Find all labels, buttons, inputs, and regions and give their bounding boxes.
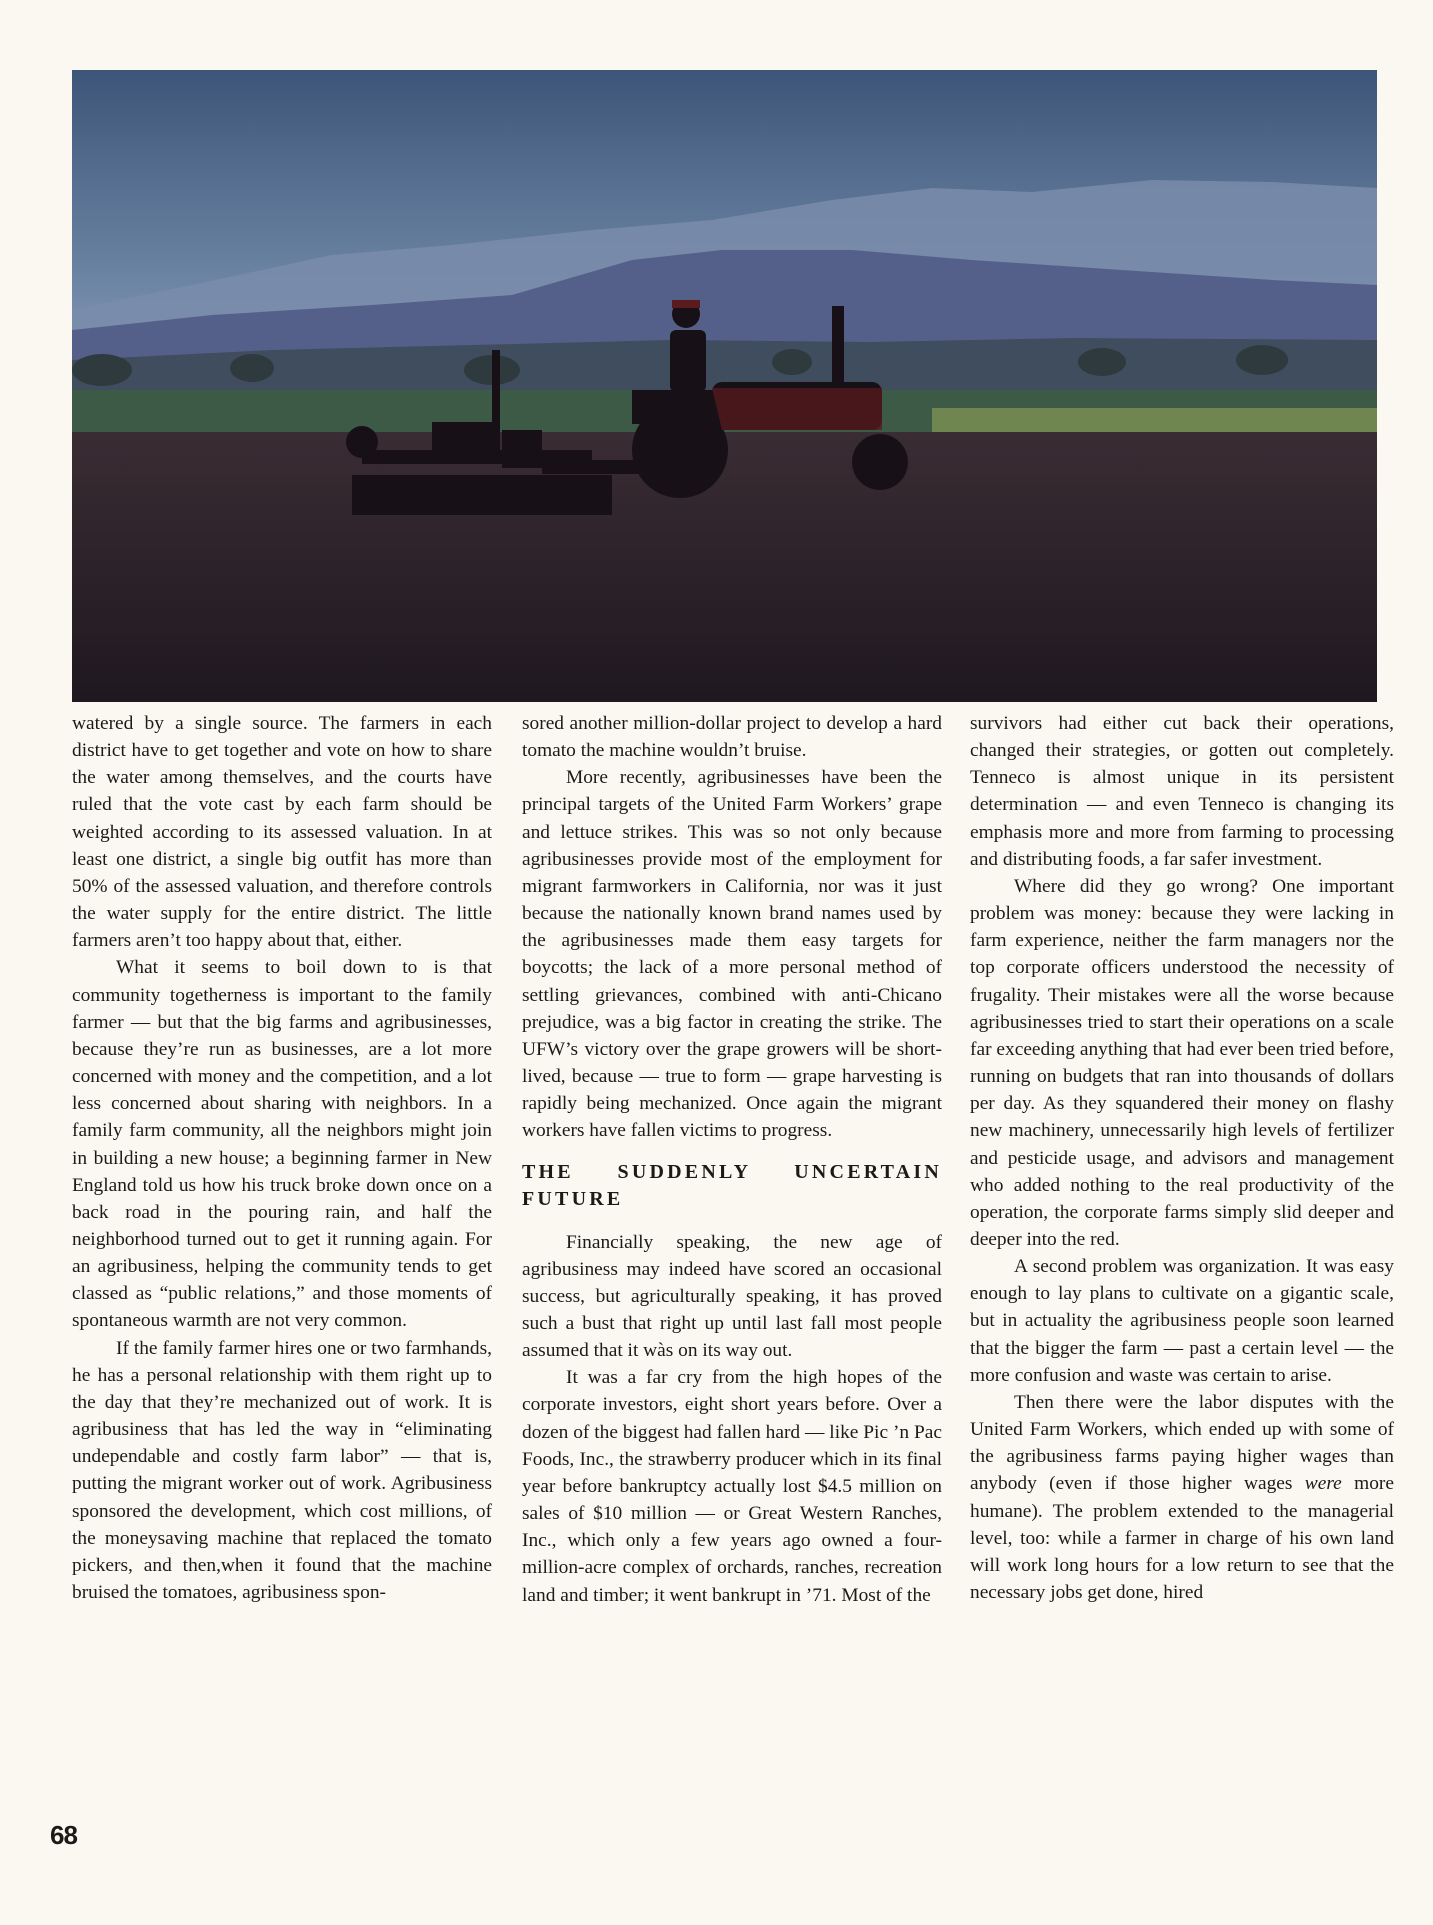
emphasis-were: were [1304,1473,1342,1495]
text-run: Then there were the labor disputes with the United Farm Workers, which ended up with some of the agribusiness farms paying higher wages than anybody (even if those higher wages [970,1391,1394,1495]
paragraph: Where did they go wrong? One important problem was money: because they were lacking in farm experience, neither the farm managers nor the top corporate officers understood the necessity of frugality. Their mistakes were all the worse because agribusinesses tried to start their operations on a scale far exceeding anything that had ever been tried before, running on budgets that ran into thousands of dollars per day. As they squandered their money on flashy new machinery, unnecessarily high levels of fertilizer and pesticide usage, and advisors and management who added nothing to the real productivity of the operation, the corporate farms simply slid deeper and deeper into the red. [970,875,1394,1250]
paragraph: What it seems to boil down to is that community togetherness is important to the family farmer — but that the big farms and agribusinesses, because they’re run as businesses, are a lot more concerned with money and the competition, and a lot less concerned about sharing with neighbors. In a family farm community, all the neighbors might join in building a new house; a beginning farmer in New England told us how his truck broke down once on a back road in the pouring rain, and half the neighborhood turned out to get it running again. For an agribusiness, helping the community tends to get classed as “public relations,” and those moments of spontaneous warmth are not very common. [72,957,492,1332]
section-heading-line-2: FUTURE [522,1187,624,1210]
text-run: more humane). The problem extended to the managerial level, too: while a farmer in charge of his own land will work long hours for a low return to see that the necessary jobs get done, hired [970,1473,1394,1603]
paragraph: If the family farmer hires one or two farmhands, he has a personal relationship with them right up to the day that they’re mechanized out of work. It is agribusiness that has led the way in “eliminating undependable and costly farm labor” — that is, putting the migrant worker out of work. Agribusiness sponsored the development, which cost millions, of the moneysaving machine that replaced the tomato pickers, and then,when it found that the machine bruised the tomatoes, agribusiness spon- [72,1337,492,1603]
section-heading [522,1159,942,1213]
paragraph: sored another million-dollar project to develop a hard tomato the machine wouldn’t bruise. [522,713,942,762]
column-2 [522,710,942,1609]
tractor-field-illustration [72,70,1377,702]
paragraph: A second problem was organization. It was easy enough to lay plans to cultivate on a gigantic scale, but in actuality the agribusiness people soon learned that the bigger the farm — past a certain level — the more confusion and waste was certain to arise. [970,1256,1394,1386]
paragraph: It was a far cry from the high hopes of the corporate investors, eight short years before. Over a dozen of the biggest had fallen hard — like Pic ’n Pac Foods, Inc., the strawberry producer which in its final year before bankruptcy actually lost $4.5 million on sales of $10 million — or Great Western Ranches, Inc., which only a few years ago owned a four-million-acre complex of orchards, ranches, recreation land and timber; it went bankrupt in ’71. Most of the [522,1367,942,1606]
column-1 [72,710,492,1606]
page-number: 68 [50,1820,77,1850]
article-body [72,710,1392,1795]
paragraph: survivors had either cut back their operations, changed their strategies, or gotten out completely. Tenneco is almost unique in its persistent determination — and even Tenneco is changing its emphasis more and more from farming to processing and distributing foods, a far safer investment. [970,713,1394,870]
paragraph: Financially speaking, the new age of agribusiness may indeed have scored an occasional success, but agriculturally speaking, it has proved such a bust that right up until last fall most people assumed that it wàs on its way out. [522,1231,942,1362]
paragraph: More recently, agribusinesses have been the principal targets of the United Farm Workers’ grape and lettuce strikes. This was so not only because agribusinesses provide most of the employment for migrant farmworkers in California, nor was it just because the nationally known brand names used by the agribusinesses made them easy targets for boycotts; the lack of a more personal method of settling grievances, combined with anti-Chicano prejudice, was a big factor in creating the strike. The UFW’s victory over the grape growers will be short-lived, because — true to form — grape harvesting is rapidly being mechanized. Once again the migrant workers have fallen victims to progress. [522,767,942,1142]
section-heading-line-1: THE SUDDENLY UNCERTAIN [522,1160,942,1183]
column-3 [970,710,1394,1606]
paragraph: watered by a single source. The farmers in each district have to get together and vote on how to share the water among themselves, and the courts have ruled that the vote cast by each farm should be weighted according to its assessed valuation. In at least one district, a single big outfit has more than 50% of the assessed valuation, and therefore controls the water supply for the entire district. The little farmers aren’t too happy about that, either. [72,713,492,952]
tractor-photo [72,70,1377,702]
paragraph [970,1389,1394,1606]
